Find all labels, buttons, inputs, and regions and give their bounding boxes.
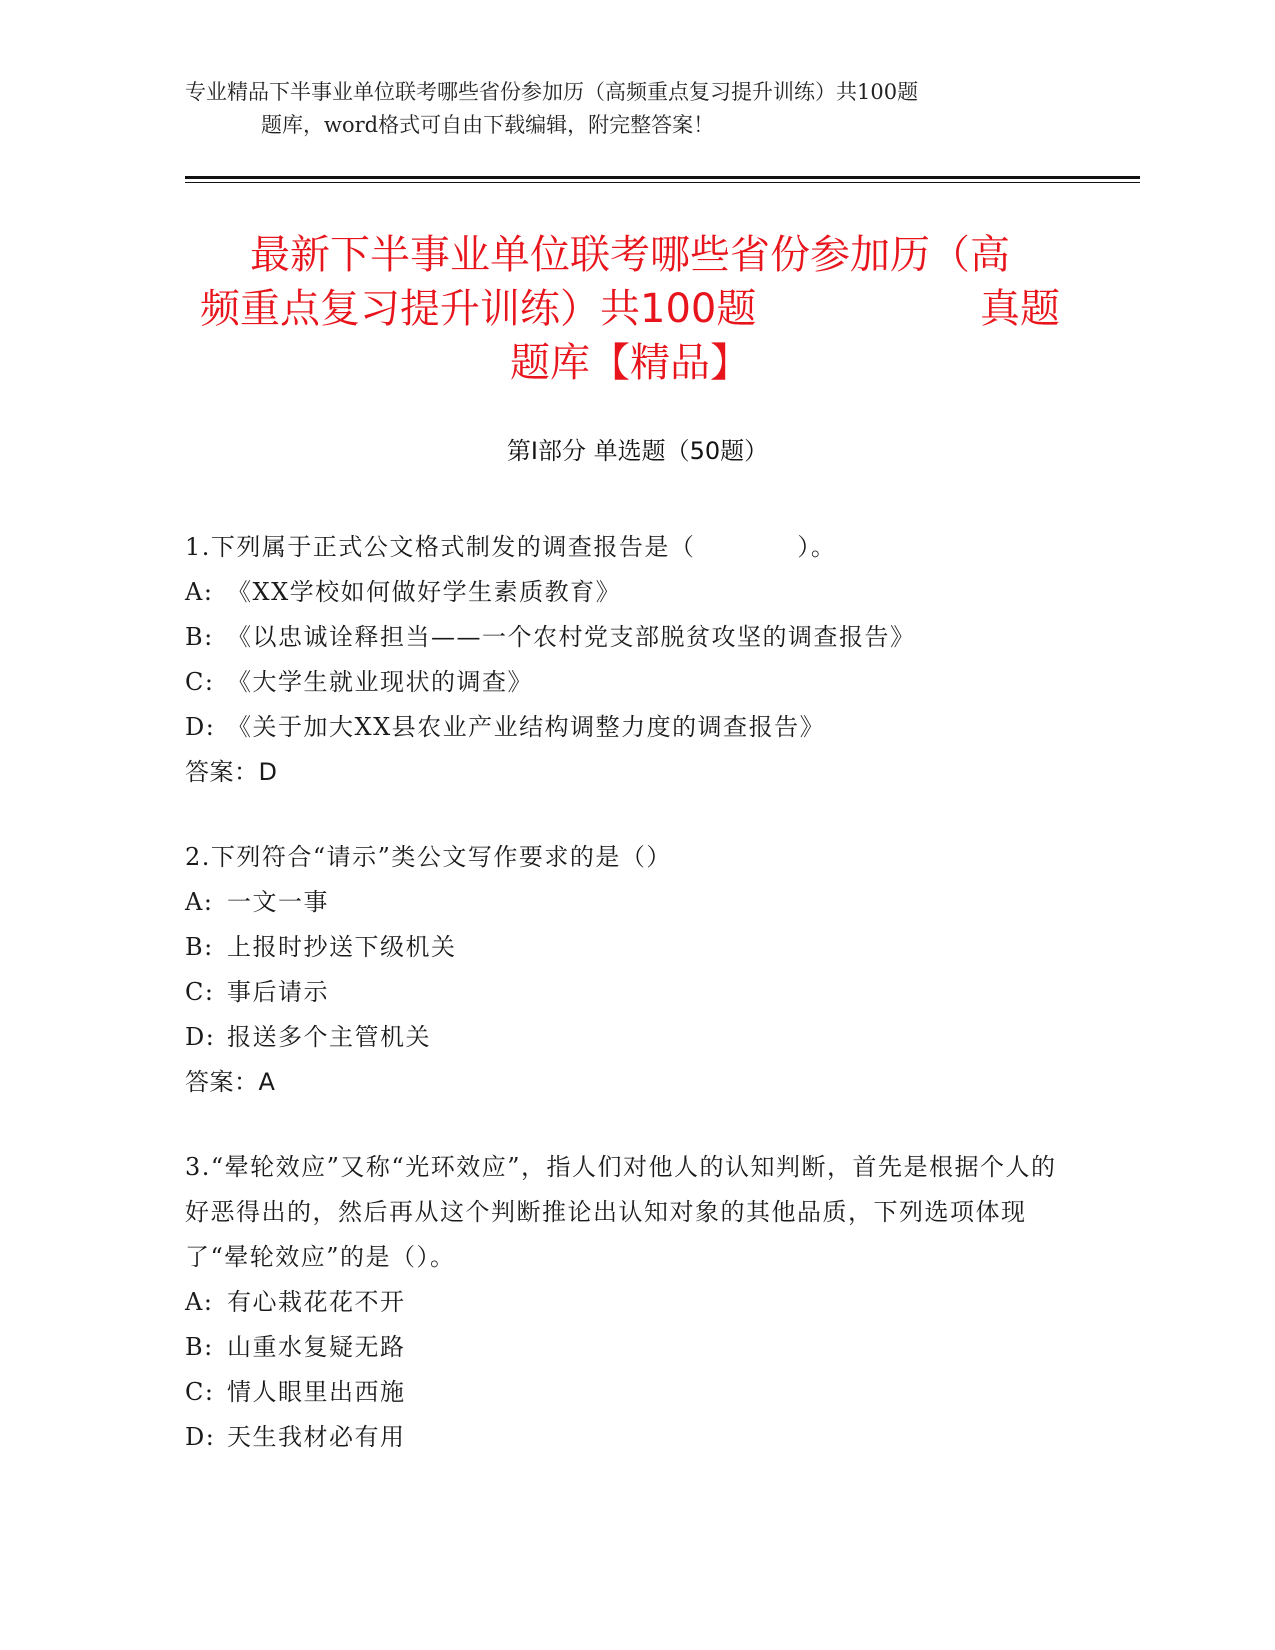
title-line-2-right: 真题 <box>980 286 1060 332</box>
option-text: 《关于加大XX县农业产业结构调整力度的调查报告》 <box>227 713 826 741</box>
option-d <box>185 1015 1065 1060</box>
option-text: 《以忠诚诠释担当——一个农村党支部脱贫攻坚的调查报告》 <box>227 623 916 651</box>
question-2 <box>185 835 1065 1105</box>
option-text: 天生我材必有用 <box>227 1423 406 1451</box>
option-c <box>185 1370 1065 1415</box>
option-a <box>185 570 1065 615</box>
option-letter: D: <box>185 1423 216 1451</box>
option-letter: B: <box>185 1333 214 1361</box>
option-text: 报送多个主管机关 <box>227 1023 431 1051</box>
answer: 答案：D <box>185 758 278 786</box>
option-b <box>185 615 1065 660</box>
option-c <box>185 660 1065 705</box>
option-b <box>185 1325 1065 1370</box>
option-text: 有心栽花花不开 <box>227 1288 406 1316</box>
option-text: 上报时抄送下级机关 <box>227 933 457 961</box>
option-letter: B: <box>185 933 214 961</box>
title-line-2-left: 频重点复习提升训练）共100题 <box>200 286 757 332</box>
option-letter: A: <box>185 888 214 916</box>
option-letter: C: <box>185 1378 215 1406</box>
section-title: 第Ⅰ部分 单选题（50题） <box>506 437 769 465</box>
title-line-3: 题库【精品】 <box>510 340 750 386</box>
option-a <box>185 1280 1065 1325</box>
option-letter: D: <box>185 713 216 741</box>
option-text: 《大学生就业现状的调查》 <box>227 668 533 696</box>
header-line-1: 专业精品下半事业单位联考哪些省份参加历（高频重点复习提升训练）共100题 <box>185 80 919 104</box>
header-line-2: 题库，word格式可自由下载编辑，附完整答案！ <box>261 113 715 137</box>
main-title <box>200 228 1060 390</box>
answer: 答案：A <box>185 1068 276 1096</box>
option-letter: A: <box>185 578 214 606</box>
title-line-2 <box>200 282 1060 336</box>
option-d <box>185 1415 1065 1460</box>
option-letter: C: <box>185 668 215 696</box>
option-text: 《XX学校如何做好学生素质教育》 <box>227 578 622 606</box>
question-stem: 1.下列属于正式公文格式制发的调查报告是（ ）。 <box>185 533 837 561</box>
title-line-1: 最新下半事业单位联考哪些省份参加历（高 <box>250 232 1010 278</box>
option-letter: D: <box>185 1023 216 1051</box>
question-1 <box>185 525 1065 795</box>
header-rule-thick <box>185 176 1140 179</box>
document-header <box>185 76 1065 142</box>
question-3 <box>185 1145 1065 1460</box>
option-text: 山重水复疑无路 <box>227 1333 406 1361</box>
option-text: 事后请示 <box>227 978 329 1006</box>
option-b <box>185 925 1065 970</box>
option-text: 一文一事 <box>227 888 329 916</box>
option-text: 情人眼里出西施 <box>227 1378 406 1406</box>
option-letter: B: <box>185 623 214 651</box>
option-letter: C: <box>185 978 215 1006</box>
question-stem: 3.“晕轮效应”又称“光环效应”，指人们对他人的认知判断，首先是根据个人的好恶得出的，然后再从这个判断推论出认知对象的其他品质，下列选项体现了“晕轮效应”的是（）。 <box>185 1153 1057 1271</box>
header-rule-thin <box>185 182 1140 183</box>
option-a <box>185 880 1065 925</box>
question-stem: 2.下列符合“请示”类公文写作要求的是（） <box>185 843 672 871</box>
option-d <box>185 705 1065 750</box>
question-list <box>185 525 1065 1500</box>
option-letter: A: <box>185 1288 214 1316</box>
option-c <box>185 970 1065 1015</box>
